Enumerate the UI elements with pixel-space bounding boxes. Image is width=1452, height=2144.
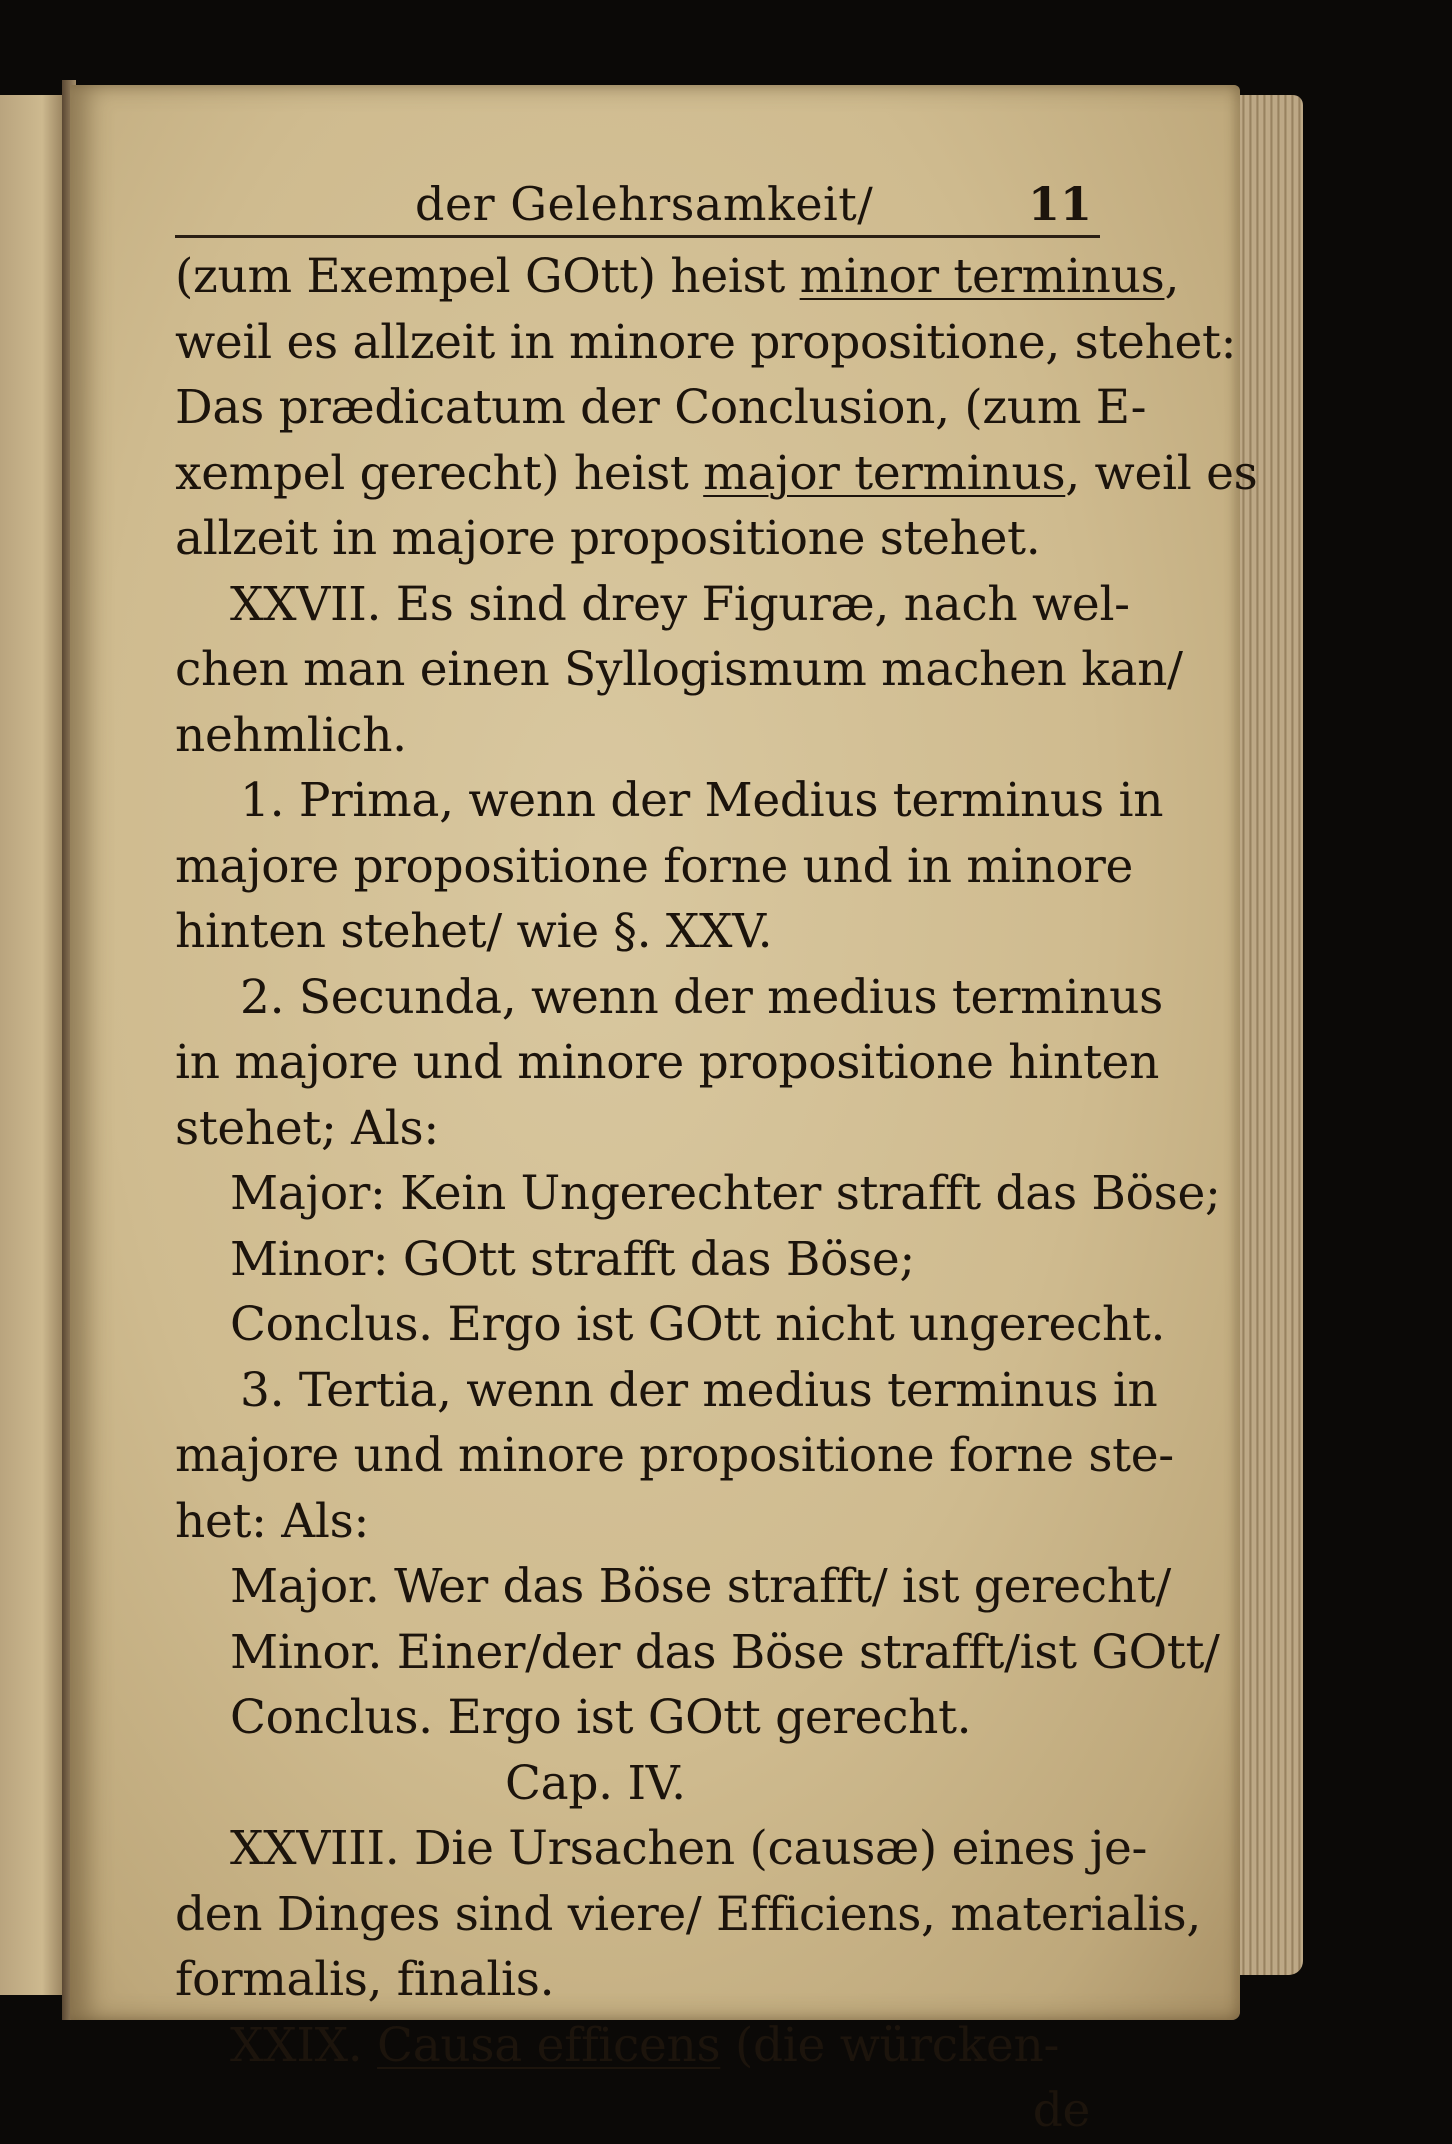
text-line — [175, 1292, 1166, 1358]
line-text: 2. Secunda, wenn der medius terminus — [240, 969, 1163, 1025]
line-text: , weil es — [1065, 445, 1258, 501]
text-line — [175, 244, 1180, 310]
line-text: formalis, finalis. — [175, 1952, 555, 2007]
text-line — [175, 899, 1100, 965]
line-text: Das prædicatum der Conclusion, (zum E- — [175, 380, 1147, 435]
running-head: der Gelehrsamkeit/ — [415, 177, 874, 231]
line-text: majore und minore propositione forne ste- — [175, 1428, 1174, 1483]
line-text: chen man einen Syllogismum machen kan/ — [175, 642, 1183, 697]
text-line — [175, 310, 1237, 376]
line-text: den Dinges sind viere/ Efficiens, materialis, — [175, 1886, 1201, 1942]
line-text: Minor. Einer/der das Böse strafft/ist GOtt/ — [230, 1624, 1220, 1680]
line-text: weil es allzeit in minore propositione, stehet: — [175, 314, 1237, 370]
line-text: , — [1164, 249, 1180, 304]
text-line — [175, 506, 1100, 572]
line-text: 1. Prima, wenn der Medius terminus in — [240, 773, 1164, 828]
line-text: XXVII. Es sind drey Figuræ, nach wel- — [230, 576, 1130, 632]
text-lines — [175, 244, 1258, 2078]
line-text: (die würcken- — [720, 2017, 1060, 2073]
text-line — [175, 965, 1163, 1031]
line-text: hinten stehet/ wie §. XXV. — [175, 904, 773, 959]
line-text: stehet; Als: — [175, 1100, 439, 1156]
text-line — [175, 834, 1134, 900]
text-line — [175, 572, 1130, 638]
text-line — [175, 2013, 1100, 2079]
text-line — [175, 1882, 1201, 1948]
page-header — [175, 175, 1100, 238]
line-text: allzeit in majore propositione stehet. — [175, 511, 1041, 566]
line-text: Major. Wer das Böse strafft/ ist gerecht/ — [230, 1559, 1171, 1614]
underlined-term: Causa efficens — [377, 2017, 721, 2073]
line-text: Cap. IV. — [505, 1755, 686, 1811]
underlined-term: minor terminus — [799, 249, 1165, 304]
text-line — [175, 1227, 1100, 1293]
text-line — [175, 441, 1258, 507]
page-text — [175, 175, 1258, 2144]
text-line — [175, 1620, 1220, 1686]
line-text: nehmlich. — [175, 707, 407, 763]
text-line — [175, 1423, 1174, 1489]
catchword: de — [1032, 2083, 1090, 2138]
line-text: Minor: GOtt strafft das Böse; — [230, 1231, 915, 1287]
line-text: XXIX. — [230, 2017, 378, 2073]
text-line — [175, 1096, 1100, 1162]
text-line — [175, 1751, 1100, 1817]
page-number: 11 — [1027, 177, 1092, 231]
line-text: majore propositione forne und in minore — [175, 838, 1134, 894]
text-line — [175, 1489, 1100, 1555]
line-text: xempel gerecht) heist — [175, 445, 704, 501]
text-line — [175, 637, 1183, 703]
text-line — [175, 1358, 1158, 1424]
facing-page-edge — [0, 95, 70, 1995]
text-line — [175, 1030, 1160, 1096]
line-text: 3. Tertia, wenn der medius terminus in — [240, 1362, 1158, 1418]
text-line — [175, 375, 1147, 441]
line-text: (zum Exempel GOtt) heist — [175, 249, 800, 304]
line-text: het: Als: — [175, 1493, 369, 1549]
line-text: Conclus. Ergo ist GOtt gerecht. — [230, 1690, 972, 1745]
line-text: Conclus. Ergo ist GOtt nicht ungerecht. — [230, 1297, 1166, 1352]
text-line — [175, 1685, 1100, 1751]
text-line — [175, 1947, 1100, 2013]
line-text: in majore und minore propositione hinten — [175, 1035, 1160, 1090]
underlined-term: major terminus — [703, 445, 1066, 501]
text-line — [175, 1554, 1171, 1620]
text-line — [175, 1161, 1221, 1227]
text-line — [175, 703, 1100, 769]
line-text: Major: Kein Ungerechter strafft das Böse; — [230, 1166, 1221, 1221]
text-line — [175, 768, 1164, 834]
line-text: XXVIII. Die Ursachen (causæ) eines je- — [230, 1821, 1148, 1876]
text-line — [175, 1816, 1148, 1882]
